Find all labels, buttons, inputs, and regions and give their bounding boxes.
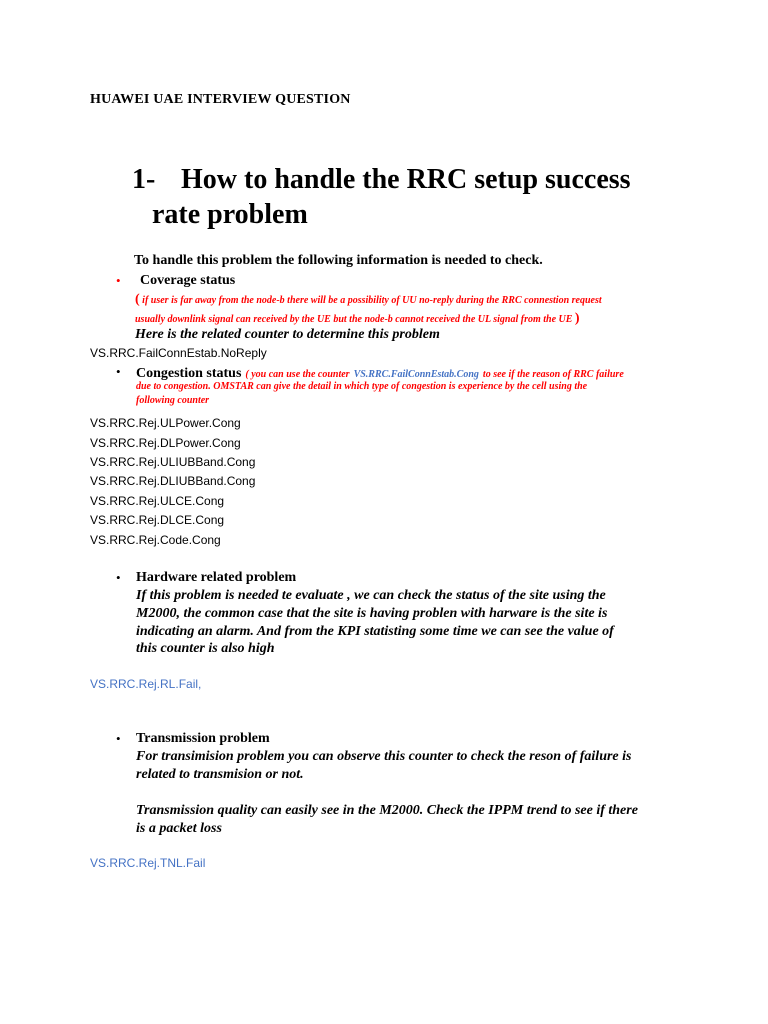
counter-uliubband-cong: VS.RRC.Rej.ULIUBBand.Cong [90, 455, 256, 469]
transmission-line-3: Transmission quality can easily see in the M2000. Check the IPPM trend to see if there [136, 803, 638, 818]
coverage-note-line-1 [135, 292, 602, 308]
coverage-note-text-2: usually downlink signal can received by the UE but the node-b cannot received the UL signal from the UE [135, 314, 573, 325]
transmission-title: Transmission problem [136, 731, 270, 746]
congestion-note-counter: VS.RRC.FailConnEstab.Cong [353, 369, 479, 380]
counter-noreply: VS.RRC.FailConnEstab.NoReply [90, 346, 267, 360]
heading-number: 1- [132, 164, 156, 195]
congestion-line-1 [136, 364, 624, 382]
bullet-icon: • [116, 731, 121, 746]
bullet-icon: • [116, 570, 121, 585]
counter-dlpower-cong: VS.RRC.Rej.DLPower.Cong [90, 436, 241, 450]
close-paren: ) [574, 311, 580, 326]
counter-dlce-cong: VS.RRC.Rej.DLCE.Cong [90, 513, 225, 527]
counter-code-cong: VS.RRC.Rej.Code.Cong [90, 533, 221, 547]
counter-ulpower-cong: VS.RRC.Rej.ULPower.Cong [90, 416, 241, 430]
hardware-line-4: this counter is also high [136, 641, 275, 656]
open-paren: ( [135, 292, 140, 307]
bullet-icon: • [116, 273, 121, 288]
counter-ulce-cong: VS.RRC.Rej.ULCE.Cong [90, 494, 225, 508]
congestion-note-line-2: due to congestion. OMSTAR can give the detail in which type of congestion is experience by the cell using the [136, 381, 588, 392]
coverage-note-text-1: if user is far away from the node-b there will be a possibility of UU no-reply during the RRC connestion request [142, 295, 602, 306]
congestion-note-pre: ( you can use the counter [245, 369, 350, 380]
transmission-line-4: is a packet loss [136, 821, 222, 836]
hardware-line-1: If this problem is needed te evaluate , we can check the status of the site using the [136, 588, 606, 603]
congestion-note-post: to see if the reason of RRC failure [482, 369, 624, 380]
counter-rl-fail: VS.RRC.Rej.RL.Fail, [90, 677, 202, 691]
hardware-line-2: M2000, the common case that the site is having problen with harware is the site is [136, 606, 608, 621]
coverage-related-text: Here is the related counter to determine this problem [135, 327, 440, 342]
counter-tnl-fail: VS.RRC.Rej.TNL.Fail [90, 856, 206, 870]
intro-text: To handle this problem the following information is needed to check. [134, 253, 543, 268]
congestion-title: Congestion status [136, 366, 242, 381]
transmission-line-2: related to transmision or not. [136, 767, 304, 782]
bullet-icon: • [116, 364, 121, 379]
coverage-title: Coverage status [140, 273, 236, 288]
transmission-line-1: For transimision problem you can observe this counter to check the reson of failure is [136, 749, 632, 764]
heading-line-2: rate problem [152, 199, 308, 230]
hardware-line-3: indicating an alarm. And from the KPI statisting some time we can see the value of [136, 624, 614, 639]
heading-line-1: How to handle the RRC setup success [181, 164, 631, 195]
hardware-title: Hardware related problem [136, 570, 297, 585]
counter-dliubband-cong: VS.RRC.Rej.DLIUBBand.Cong [90, 474, 256, 488]
coverage-note-line-2 [135, 311, 580, 327]
congestion-note-line-3: following counter [136, 395, 210, 406]
document-label: HUAWEI UAE INTERVIEW QUESTION [90, 92, 351, 107]
